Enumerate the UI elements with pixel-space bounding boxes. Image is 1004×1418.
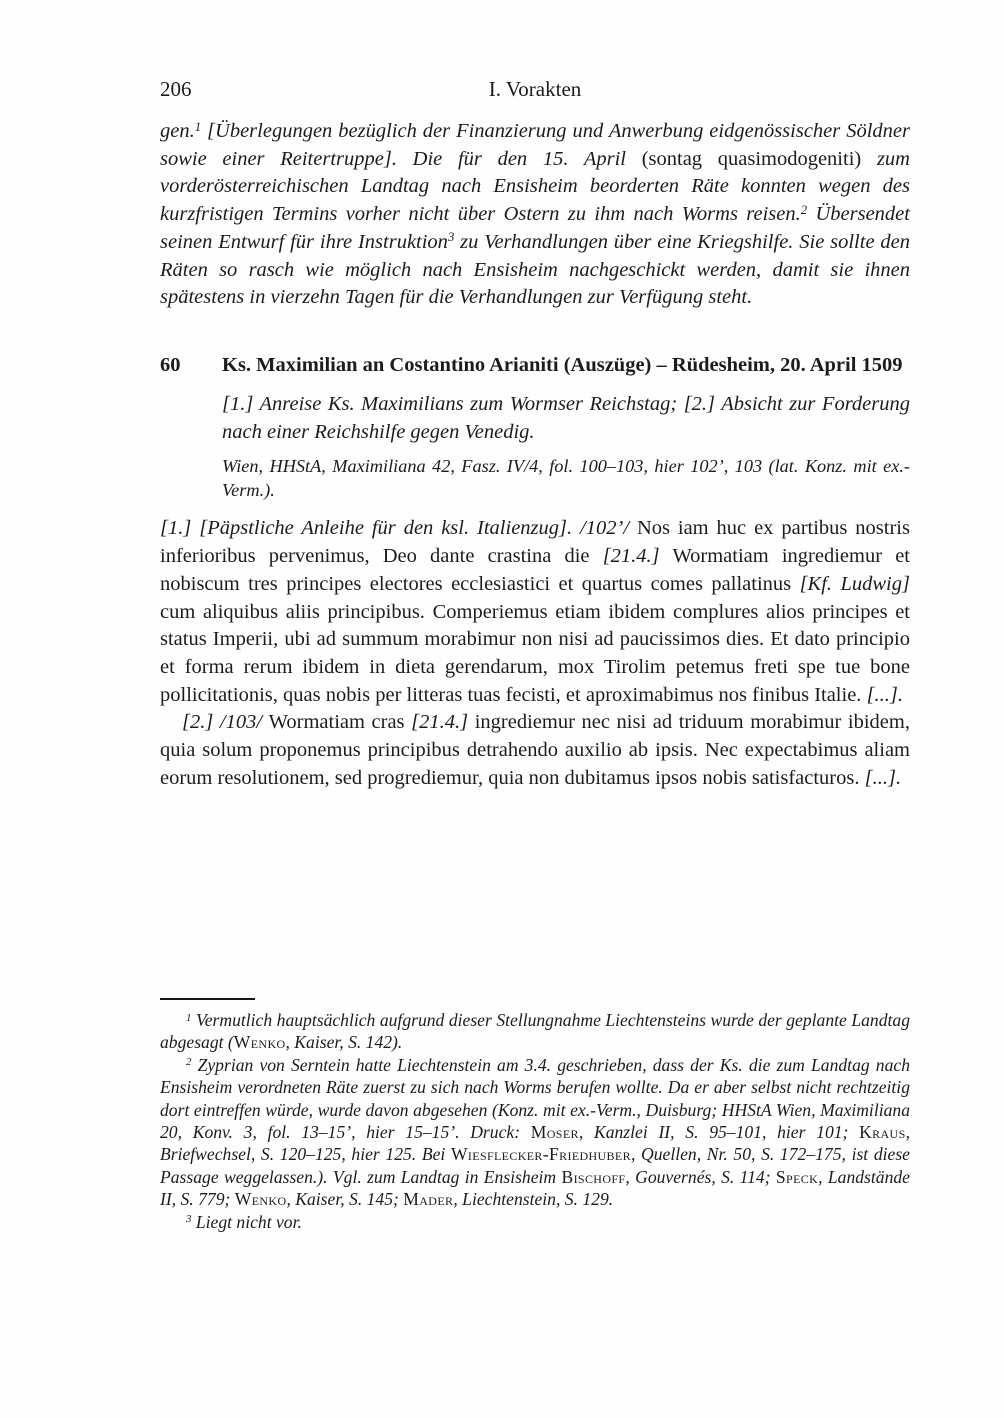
running-title: I. Vorakten bbox=[488, 77, 582, 101]
footnote-divider bbox=[160, 998, 255, 1000]
entry-source-reference: Wien, HHStA, Maximiliana 42, Fasz. IV/4, fol. 100–103, hier 102’, 103 (lat. Konz. mit ex.-Verm.). bbox=[222, 456, 910, 500]
footnote-section bbox=[160, 998, 910, 1233]
body-paragraph-1: [1.] [Päpstliche Anleihe für den ksl. Italienzug]. /102’/ Nos iam huc ex partibus nostris inferioribus pervenimus, Deo dante crastina die [21.4.] Wormatiam ingrediemur et nobiscum tres principes electores ecclesiastici et quartus comes pallatinus [Kf. Ludwig] cum aliquibus aliis principibus. Comperiemus etiam ibidem complures alios principes et status Imperii, ubi ad summum morabimur non nisi ad paucissimos dies. Et dato principio et forma rerum ibidem in dieta gerendarum, mox Tirolim petemus freti spe tue bone pollicitationis, quas nobis per litteras tuas fecisti, et aproximabimus nos finibus Italie. [...]. bbox=[160, 517, 910, 706]
footnote-2: $^2$ Zyprian von Serntein hatte Liechtenstein am 3.4. geschrieben, dass der Ks. die zum Landtag nach Ensisheim verordneten Räte zuerst zu sich nach Worms berufen wollte. Da er aber selbst nicht rechtzeitig dort eintreffen würde, wurde davon abgesehen (Konz. mit ex.-Verm., Duisburg; HHStA Wien, Maximiliana 20, Konv. 3, fol. 13–15’, hier 15–15’. Druck: Moser, Kanzlei II, S. 95–101, hier 101; Kraus, Briefwechsel, S. 120–125, hier 125. Bei Wiesflecker-Friedhuber, Quellen, Nr. 50, S. 172–175, ist diese Passage weggelassen.). Vgl. zum Landtag in Ensisheim Bischoff, Gouvernés, S. 114; Speck, Landstände II, S. 779; Wenko, Kaiser, S. 145; Mader, Liechtenstein, S. 129. bbox=[160, 1054, 911, 1210]
page-header bbox=[160, 76, 910, 102]
page-number: 206 bbox=[160, 77, 192, 101]
entry-title: Ks. Maximilian an Costantino Arianiti (Auszüge) – Rüdesheim, 20. April 1509 bbox=[222, 353, 903, 376]
body-paragraph-2: [2.] /103/ Wormatiam cras [21.4.] ingrediemur nec nisi ad triduum morabimur ibidem, quia solum proponemus principibus detrahendo auxilio ab ipsis. Nec expectabimus aliam eorum resolutionem, sed progrediemur, quia non dubitamus ipsos nobis satisfacturos. [...]. bbox=[160, 711, 910, 789]
entry-summary: [1.] Anreise Ks. Maximilians zum Wormser Reichstag; [2.] Absicht zur Forderung nach einer Reichshilfe gegen Venedig. bbox=[222, 393, 910, 443]
entry-heading bbox=[160, 352, 910, 380]
footnote-3: $^3$ Liegt nicht vor. bbox=[186, 1211, 302, 1232]
text-block bbox=[160, 76, 910, 792]
entry-number: 60 bbox=[160, 353, 181, 376]
intro-regest-paragraph: gen.$^1$ [Überlegungen bezüglich der Finanzierung und Anwerbung eidgenössischer Söldner sowie einer Reitertruppe]. Die für den 15. April (sontag quasimodogeniti) zum vorderösterreichischen Landtag nach Ensisheim beorderten Räte konnten wegen des kurzfristigen Termins vorher nicht über Ostern zu ihm nach Worms reisen.$^2$ Übersendet seinen Entwurf für ihre Instruktion$^3$ zu Verhandlungen über eine Kriegshilfe. Sie sollte den Räten so rasch wie möglich nach Ensisheim nachgeschickt werden, damit sie ihnen spätestens in vierzehn Tagen für die Verhandlungen zur Verfügung steht. bbox=[160, 119, 910, 309]
footnote-1: $^1$ Vermutlich hauptsächlich aufgrund dieser Stellungnahme Liechtensteins wurde der geplante Landtag abgesagt (Wenko, Kaiser, S. 142). bbox=[160, 1010, 910, 1053]
